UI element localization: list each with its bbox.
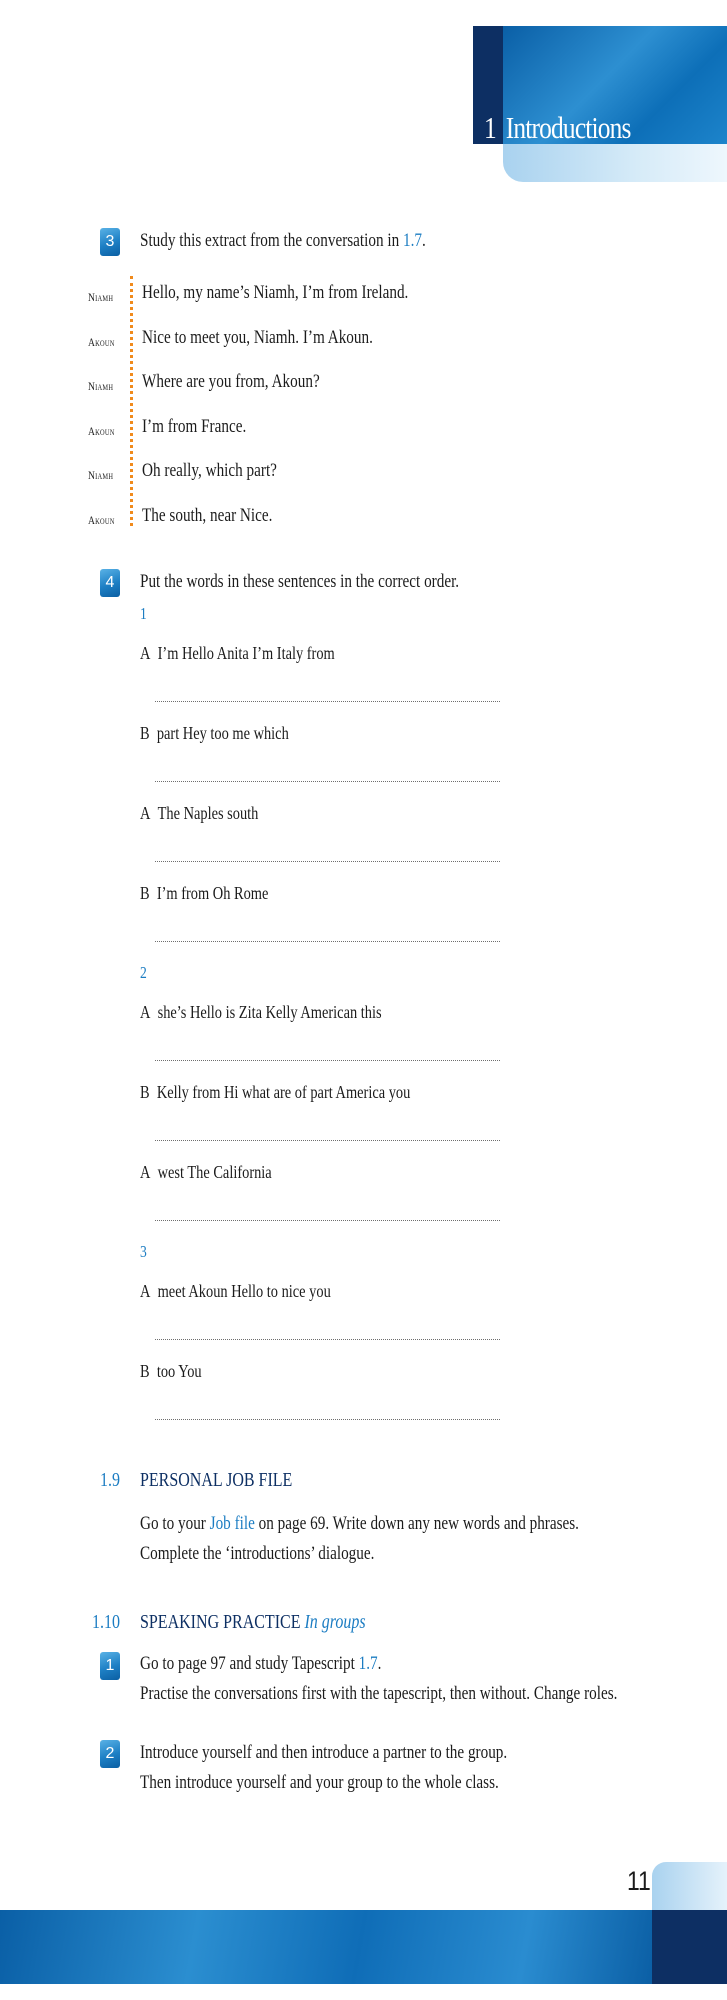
speaker-label: Akoun [88, 424, 115, 438]
page-number: 11 [627, 1866, 651, 1896]
scrambled-words: I’m from Oh Rome [156, 883, 269, 903]
dialogue-line: Where are you from, Akoun? [142, 371, 320, 392]
speaker-letter: A [140, 1002, 151, 1022]
dialogue-line: Hello, my name’s Niamh, I’m from Ireland. [142, 282, 409, 303]
scrambled-sentence [140, 1281, 331, 1302]
recording-link[interactable]: 1.7 [402, 230, 422, 251]
scrambled-words: too You [156, 1361, 202, 1381]
activity-badge: 2 [100, 1740, 120, 1768]
section-title: PERSONAL JOB FILE [140, 1469, 293, 1491]
page-number-tab [652, 1862, 727, 1910]
instruction-end: . [421, 230, 426, 251]
answer-line[interactable] [155, 1060, 500, 1061]
scrambled-sentence [140, 1162, 272, 1183]
unit-heading [484, 110, 631, 146]
speaker-letter: B [140, 723, 150, 743]
speaker-letter: A [140, 643, 151, 663]
scrambled-words: Kelly from Hi what are of part America you [156, 1082, 411, 1102]
unit-title: Introductions [505, 110, 631, 145]
scrambled-words: I’m Hello Anita I’m Italy from [157, 643, 335, 663]
text-fragment: Go to your [140, 1513, 210, 1534]
answer-line[interactable] [155, 1140, 500, 1141]
dialogue-rule [130, 276, 133, 526]
section-number: 1.9 [100, 1469, 120, 1491]
scrambled-sentence [140, 1361, 202, 1382]
speaker-letter: A [140, 1162, 151, 1182]
answer-line[interactable] [155, 781, 500, 782]
exercise-badge: 3 [100, 228, 120, 256]
speaker-label: Niamh [88, 290, 114, 304]
group-number: 3 [140, 1242, 147, 1261]
instruction-text: Study this extract from the conversation in [140, 230, 403, 251]
answer-line[interactable] [155, 1419, 500, 1420]
exercise-instruction: Put the words in these sentences in the correct order. [140, 571, 460, 592]
scrambled-sentence [140, 643, 335, 664]
activity-text: Practise the conversations first with the tapescript, then without. Change roles. [140, 1683, 618, 1704]
activity-text: Introduce yourself and then introduce a partner to the group. [140, 1742, 508, 1763]
dialogue-line: The south, near Nice. [142, 505, 273, 526]
section-text [140, 1513, 579, 1535]
answer-line[interactable] [155, 1339, 500, 1340]
section-subtitle: In groups [304, 1611, 366, 1633]
activity-text: Then introduce yourself and your group to the whole class. [140, 1772, 499, 1793]
scrambled-words: The Naples south [157, 803, 259, 823]
dialogue-line: I’m from France. [142, 416, 247, 437]
section-title-text: SPEAKING PRACTICE [140, 1611, 301, 1633]
answer-line[interactable] [155, 861, 500, 862]
job-file-link[interactable]: Job file [209, 1513, 255, 1534]
scrambled-words: she’s Hello is Zita Kelly American this [157, 1002, 382, 1022]
text-fragment: Go to page 97 and study Tapescript [140, 1653, 359, 1674]
scrambled-sentence [140, 1002, 382, 1023]
activity-badge: 1 [100, 1652, 120, 1680]
scrambled-sentence [140, 1082, 410, 1103]
speaker-label: Niamh [88, 468, 114, 482]
section-title [140, 1611, 366, 1634]
speaker-letter: B [140, 1361, 150, 1381]
speaker-label: Akoun [88, 335, 115, 349]
speaker-letter: B [140, 1082, 150, 1102]
answer-line[interactable] [155, 701, 500, 702]
speaker-letter: A [140, 803, 151, 823]
exercise-instruction [140, 230, 426, 252]
scrambled-sentence [140, 883, 268, 904]
speaker-label: Akoun [88, 513, 115, 527]
section-text: Complete the ‘introductions’ dialogue. [140, 1543, 375, 1564]
group-number: 2 [140, 963, 147, 982]
unit-number: 1 [484, 110, 496, 145]
speaker-letter: B [140, 883, 150, 903]
scrambled-words: west The California [157, 1162, 272, 1182]
dialogue-line: Nice to meet you, Niamh. I’m Akoun. [142, 327, 373, 348]
scrambled-sentence [140, 723, 289, 744]
answer-line[interactable] [155, 1220, 500, 1221]
section-number: 1.10 [92, 1611, 120, 1633]
speaker-label: Niamh [88, 379, 114, 393]
text-fragment: . [377, 1653, 382, 1674]
scrambled-words: meet Akoun Hello to nice you [157, 1281, 331, 1301]
text-fragment: on page 69. Write down any new words and phrases. [254, 1513, 579, 1534]
footer-blue-band [0, 1910, 652, 1984]
exercise-badge: 4 [100, 569, 120, 597]
activity-text [140, 1653, 381, 1675]
header-pale-tab [503, 144, 727, 182]
answer-line[interactable] [155, 941, 500, 942]
speaker-letter: A [140, 1281, 151, 1301]
group-number: 1 [140, 604, 147, 623]
scrambled-words: part Hey too me which [156, 723, 289, 743]
tapescript-link[interactable]: 1.7 [358, 1653, 378, 1674]
scrambled-sentence [140, 803, 258, 824]
dialogue-line: Oh really, which part? [142, 460, 277, 481]
footer-dark-block [652, 1910, 727, 1984]
